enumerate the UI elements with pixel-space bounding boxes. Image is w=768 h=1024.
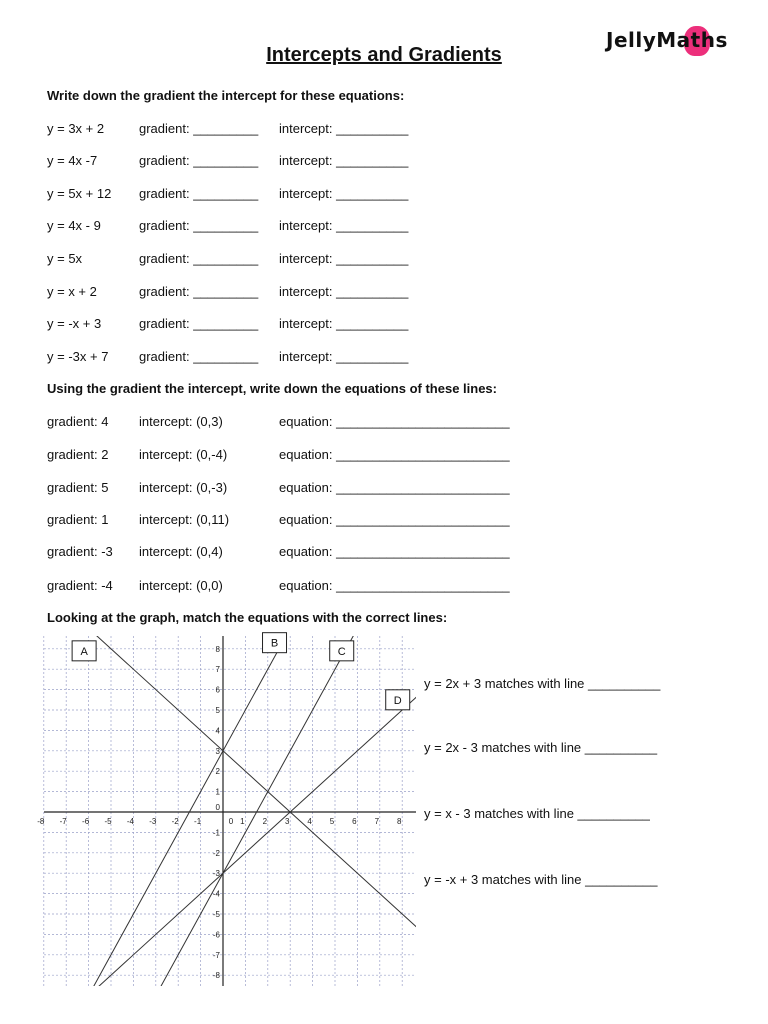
gradient-value: gradient: 5: [47, 480, 109, 495]
intercept-value: intercept: (0,-4): [139, 447, 228, 462]
x-tick-label: -5: [104, 817, 112, 826]
match-item: y = x - 3 matches with line __________: [424, 806, 650, 821]
intercept-value: intercept: (0,0): [139, 578, 223, 593]
gradient-value: gradient: -3: [47, 544, 113, 559]
y-tick-label: 6: [215, 685, 220, 695]
gradient-value: gradient: 4: [47, 414, 109, 429]
y-tick-label: 5: [215, 706, 220, 715]
match-item: y = -x + 3 matches with line __________: [424, 872, 658, 887]
x-tick-label: 4: [307, 817, 312, 826]
match-item: y = 2x - 3 matches with line __________: [424, 740, 658, 755]
gradient-blank: gradient: _________: [139, 251, 259, 266]
intercept-value: intercept: (0,4): [139, 544, 223, 559]
x-tick-label: -4: [126, 817, 134, 826]
x-tick-label: 2: [262, 817, 268, 826]
gradient-blank: gradient: _________: [139, 316, 259, 331]
y-tick-label: -8: [212, 971, 220, 981]
section2-row: [0, 544, 768, 564]
gradient-blank: gradient: _________: [139, 186, 259, 201]
section1-row: [0, 316, 768, 336]
equation-text: y = x + 2: [47, 284, 97, 299]
y-tick-label: -7: [212, 950, 220, 960]
section2-row: [0, 512, 768, 532]
section1-row: [0, 153, 768, 173]
x-tick-label: 8: [396, 817, 402, 826]
intercept-blank: intercept: __________: [279, 218, 409, 233]
match-item: y = 2x + 3 matches with line __________: [424, 676, 661, 691]
equation-text: y = 5x: [47, 251, 83, 266]
page-title: Intercepts and Gradients: [266, 44, 502, 66]
intercept-value: intercept: (0,11): [139, 512, 230, 527]
y-tick-label: -4: [212, 889, 220, 899]
gradient-blank: gradient: _________: [139, 218, 259, 233]
y-tick-label: 2: [215, 767, 220, 777]
line-label-c: C: [337, 645, 346, 658]
x-tick-label: -7: [59, 817, 67, 826]
line-graph: [37, 636, 416, 986]
x-tick-label: -3: [149, 817, 157, 826]
x-tick-label: 5: [329, 817, 335, 826]
equation-text: y = 4x - 9: [47, 218, 101, 233]
y-tick-label: -1: [212, 828, 220, 838]
equation-text: y = -3x + 7: [47, 349, 109, 364]
line-label-a: A: [80, 645, 88, 658]
section1-heading: Write down the gradient the intercept for these equations:: [47, 88, 405, 103]
x-tick-label: 0: [228, 817, 234, 826]
intercept-value: intercept: (0,-3): [139, 480, 228, 495]
section2-heading: Using the gradient the intercept, write down the equations of these lines:: [47, 381, 497, 396]
y-tick-label: 3: [215, 746, 220, 756]
x-tick-label: -8: [37, 817, 45, 826]
x-tick-label: 3: [284, 817, 290, 826]
y-tick-label: -2: [212, 848, 220, 858]
x-tick-label: 6: [352, 817, 357, 826]
section2-row: [0, 480, 768, 500]
y-tick-label: 4: [215, 726, 220, 736]
x-tick-label: 1: [240, 817, 245, 826]
gradient-blank: gradient: _________: [139, 349, 259, 364]
section1-row: [0, 251, 768, 271]
section2-row: [0, 578, 768, 598]
equation-text: y = -x + 3: [47, 316, 102, 331]
intercept-blank: intercept: __________: [279, 121, 409, 136]
section3-heading: Looking at the graph, match the equations with the correct lines:: [47, 610, 448, 625]
equation-blank: equation: ________________________: [279, 578, 510, 593]
intercept-blank: intercept: __________: [279, 251, 409, 266]
y-tick-label: 0: [215, 803, 220, 812]
equation-text: y = 3x + 2: [47, 121, 105, 136]
equation-blank: equation: ________________________: [279, 447, 510, 462]
y-tick-label: 8: [215, 644, 220, 654]
y-tick-label: -5: [212, 910, 220, 919]
line-label-d: D: [393, 694, 402, 707]
section1-row: [0, 186, 768, 206]
equation-blank: equation: ________________________: [279, 544, 510, 559]
jellymaths-logo: [606, 26, 746, 60]
section1-row: [0, 349, 768, 369]
section1-row: [0, 284, 768, 304]
gradient-blank: gradient: _________: [139, 121, 259, 136]
section1-row: [0, 218, 768, 238]
equation-blank: equation: ________________________: [279, 414, 510, 429]
intercept-blank: intercept: __________: [279, 316, 409, 331]
intercept-value: intercept: (0,3): [139, 414, 223, 429]
intercept-blank: intercept: __________: [279, 153, 409, 168]
y-tick-label: 7: [215, 665, 220, 675]
intercept-blank: intercept: __________: [279, 284, 409, 299]
y-tick-label: -3: [212, 869, 220, 879]
x-tick-label: -6: [82, 817, 90, 826]
equation-blank: equation: ________________________: [279, 480, 510, 495]
logo-text: JellyMaths: [606, 28, 728, 52]
equation-text: y = 5x + 12: [47, 186, 112, 201]
x-tick-label: -1: [194, 817, 202, 826]
gradient-value: gradient: 2: [47, 447, 109, 462]
section2-row: [0, 447, 768, 467]
intercept-blank: intercept: __________: [279, 349, 409, 364]
section1-row: [0, 121, 768, 141]
gradient-value: gradient: -4: [47, 578, 113, 593]
intercept-blank: intercept: __________: [279, 186, 409, 201]
x-tick-label: 7: [374, 817, 380, 826]
equation-blank: equation: ________________________: [279, 512, 510, 527]
gradient-value: gradient: 1: [47, 512, 109, 527]
y-tick-label: 1: [215, 787, 220, 797]
x-tick-label: -2: [171, 817, 179, 826]
equation-text: y = 4x -7: [47, 153, 98, 168]
section2-row: [0, 414, 768, 434]
line-label-b: B: [270, 637, 279, 650]
y-tick-label: -6: [212, 930, 220, 940]
gradient-blank: gradient: _________: [139, 284, 259, 299]
gradient-blank: gradient: _________: [139, 153, 259, 168]
